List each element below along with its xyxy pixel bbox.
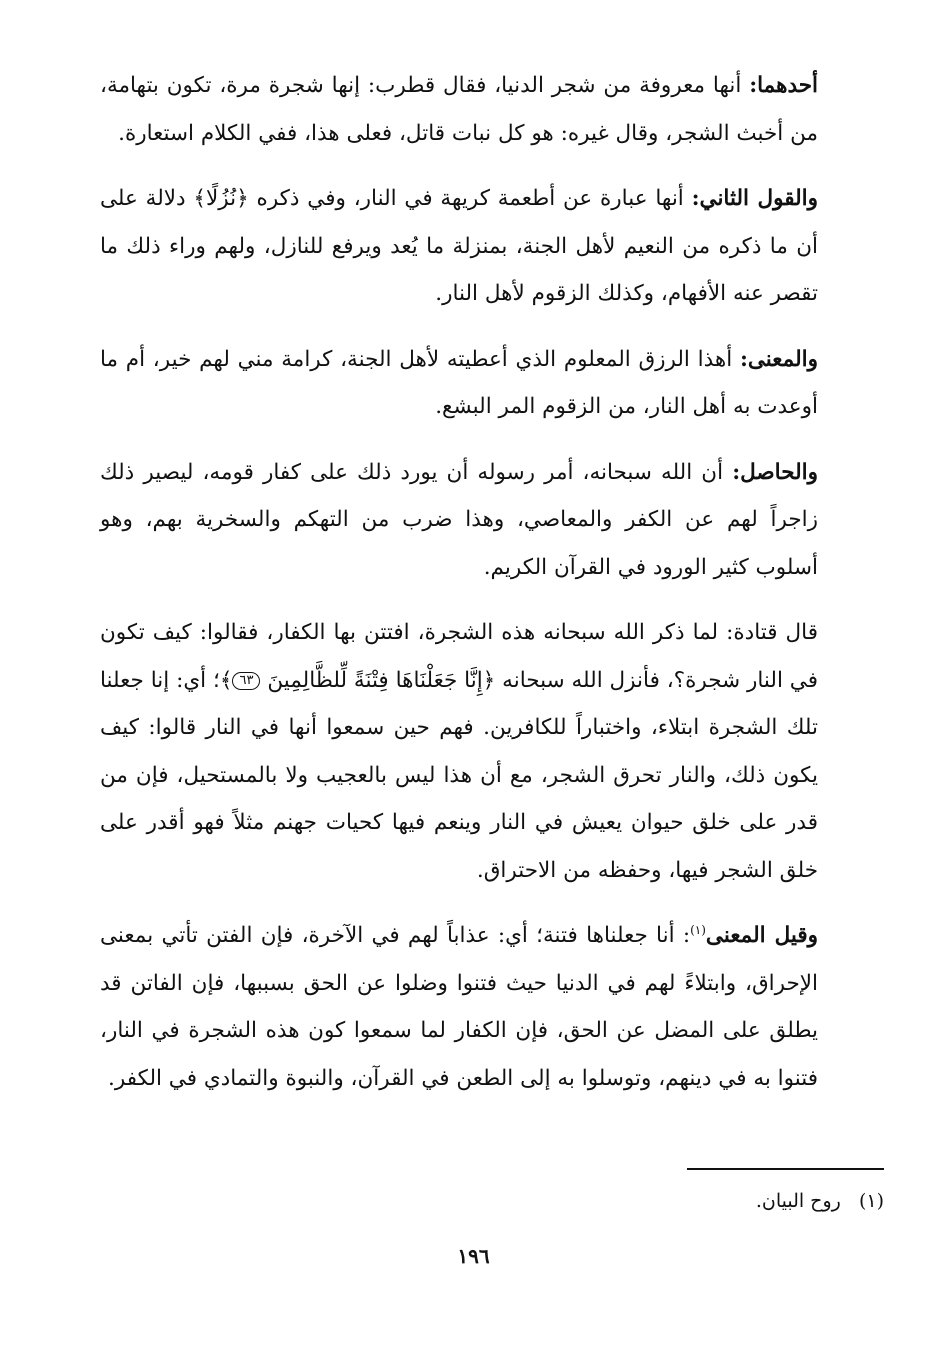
paragraph-conclusion [100, 449, 818, 592]
paragraph-text: : أنا جعلناها فتنة؛ أي: عذاباً لهم في الآخرة، فإن الفتن تأتي بمعنى الإحراق، وابتلاءً لهم في الدنيا حيث فتنوا وضلوا عن الحق بسببها، فإن الفاتن قد يطلق على المضل عن الحق، فإن الكفار لما سمعوا كون هذه الشجرة في النار، فتنوا به في دينهم، وتوسلوا به إلى الطعن في القرآن، والنبوة والتمادي في الكفر. [100, 923, 818, 1091]
paragraph-text: أن الله سبحانه، أمر رسوله أن يورد ذلك على كفار قومه، ليصير ذلك زاجراً لهم عن الكفر والمعاصي، وهذا ضرب من التهكم والسخرية بهم، وهو أسلوب كثير الورود في القرآن الكريم. [100, 459, 818, 580]
paragraph-meaning [100, 336, 818, 431]
paragraph-lead: وقيل المعنى [705, 923, 818, 948]
paragraph-text: أهذا الرزق المعلوم الذي أعطيته لأهل الجنة، كرامة مني لهم خير، أم ما أوعدت به أهل النار، من الزقوم المر البشع. [100, 346, 818, 419]
footnote-text: روح البيان. [755, 1190, 841, 1212]
paragraph-text: قال قتادة: لما ذكر الله سبحانه هذه الشجرة، افتتن بها الكفار، فقالوا: كيف تكون في النار شجرة؟، فأنزل الله سبحانه [100, 620, 818, 693]
paragraph-text: ؛ أي: إنا جعلنا تلك الشجرة ابتلاء، واختباراً للكافرين. فهم حين سمعوا أنها في النار قالوا: كيف يكون ذلك، والنار تحرق الشجر، مع أن هذا ليس بالعجيب ولا بالمستحيل، فإن من قدر على خلق حيوان يعيش في النار وينعم فيها كحيات جهنم مثلاً فهو أقدر على خلق الشجر فيها، وحفظه من الاحتراق. [100, 667, 818, 883]
quran-quote: ﴿نُزُلًا﴾ [193, 186, 249, 211]
paragraph-second-opinion [100, 175, 818, 318]
paragraph-first-opinion [100, 62, 818, 157]
paragraph-text: أنها معروفة من شجر الدنيا، فقال قطرب: إنها شجرة مرة، تكون بتهامة، من أخبث الشجر، وقال غيره: هو كل نبات قاتل، فعلى هذا، ففي الكلام استعارة. [100, 73, 818, 146]
ayah-number-badge: ٦٣ [232, 672, 260, 690]
footnote [756, 1188, 884, 1214]
paragraph-another-meaning [100, 912, 818, 1102]
paragraph-lead: والقول الثاني: [691, 186, 818, 211]
quran-quote-text: ﴿إِنَّا جَعَلْنَاهَا فِتْنَةً لِّلظَّالِمِينَ [267, 667, 496, 693]
footnote-divider [687, 1168, 884, 1170]
main-text [100, 62, 818, 1120]
paragraph-lead: والحاصل: [732, 459, 818, 485]
paragraph-lead: والمعنى: [739, 346, 818, 372]
paragraph-text: أنها عبارة عن أطعمة كريهة في النار، وفي ذكره [248, 186, 692, 211]
footnote-number: (١) [858, 1190, 884, 1212]
paragraph-text: دلالة على أن ما ذكره من النعيم لأهل الجنة، بمنزلة ما يُعد ويرفع للنازل، ولهم وراء ذلك ما تقصر عنه الأفهام، وكذلك الزقوم لأهل النار. [100, 186, 818, 306]
quran-quote-close: ﴾ [219, 667, 233, 693]
footnote-marker[interactable]: (١) [690, 922, 706, 937]
quran-quote [220, 668, 495, 693]
paragraph-qatada [100, 609, 818, 894]
page-number: ١٩٦ [457, 1244, 490, 1268]
paragraph-lead: أحدهما: [749, 73, 818, 98]
